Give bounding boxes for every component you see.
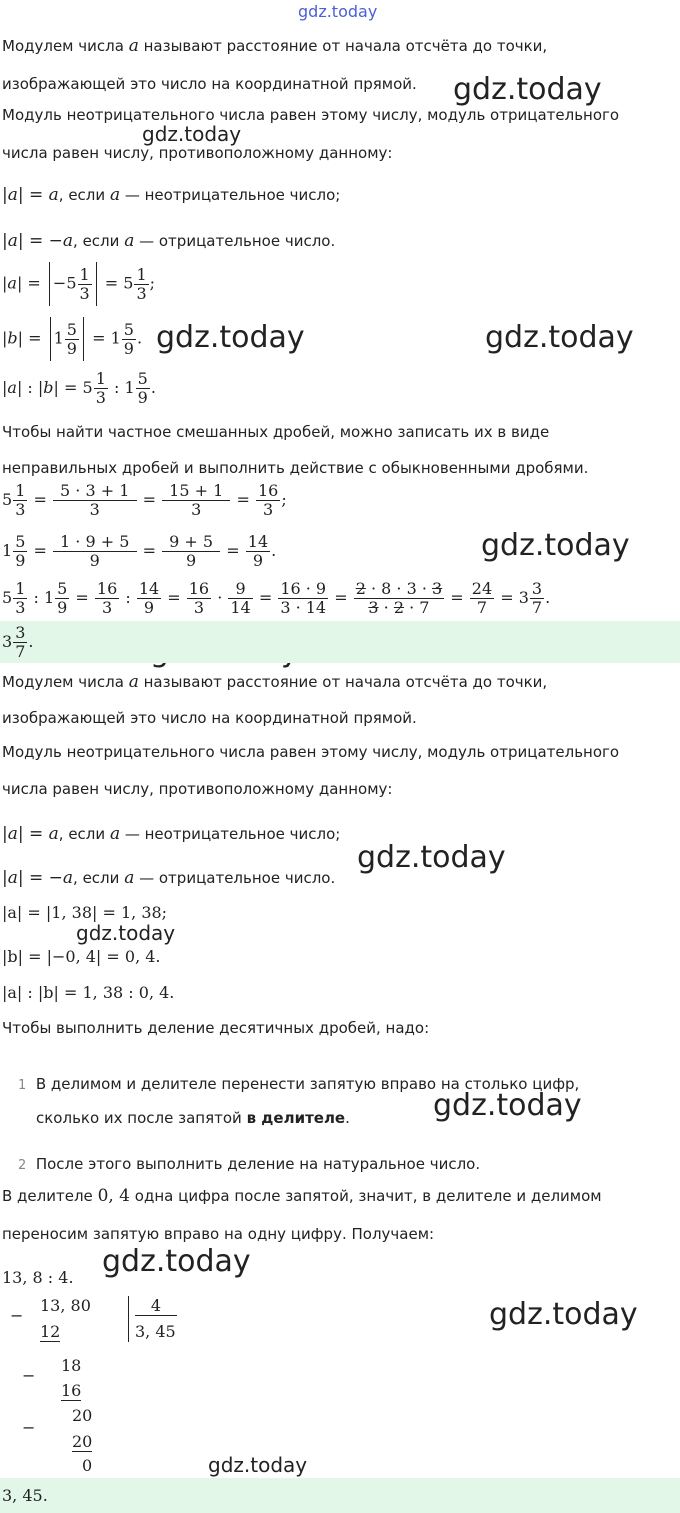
formula-b: |b| = 1 $\frac{5}{9}$ = 1 $\frac{5}{9}$ .: [2, 317, 142, 361]
divisor: 4: [135, 1296, 177, 1316]
long-division: [0, 1292, 240, 1482]
explanation-line: Чтобы выполнить деление десятичных дробей, надо:: [2, 1019, 430, 1037]
list-item: 2 После этого выполнить деление на натуральное число.: [18, 1155, 481, 1173]
watermark: gdz.today: [489, 1297, 638, 1332]
explanation-line: неправильных дробей и выполнить действие с обыкновенными дробями.: [2, 459, 589, 477]
answer-2: 3, 45.: [2, 1486, 48, 1505]
final-remainder: 0: [82, 1456, 93, 1475]
equation: |a| = |1, 38| = 1, 38;: [2, 903, 168, 922]
watermark: gdz.today: [102, 1244, 251, 1279]
subtrahend: 12: [40, 1322, 61, 1341]
list-item-continuation: сколько их после запятой в делителе.: [36, 1109, 350, 1127]
answer-highlight: [0, 621, 680, 663]
watermark: gdz.today: [433, 1088, 582, 1123]
computation: 5 $\frac{1}{3}$ : 1 $\frac{5}{9}$ = $\frac{16}{3}$ : $\frac{14}{9}$ = $\frac{16}{3}$ · $\frac{9}{14}$ = $\frac{16 \cdot 9}{3 \cdot 14}$ = $\frac{2 \cdot 8 \cdot 3 \cdot 3}{3 \cdot 2 \cdot 7}$ = $\frac{24}{7}$ = 3 $\frac{3}{7}$ .: [2, 579, 551, 617]
rule-line: |a| = a, если a — неотрицательное число;: [2, 824, 341, 844]
watermark: gdz.today: [156, 320, 305, 355]
definition-line: числа равен числу, противоположному данному:: [2, 780, 393, 798]
watermark: gdz.today: [357, 840, 506, 875]
conversion-1: 5 $\frac{1}{3}$ = $\frac{5 \cdot 3 + 1}{3}$ = $\frac{15 + 1}{3}$ = $\frac{16}{3}$ ;: [2, 481, 287, 519]
answer-1: 3 $\frac{3}{7}$ .: [2, 623, 34, 661]
explanation-line: Чтобы найти частное смешанных дробей, можно записать их в виде: [2, 423, 550, 441]
division-bracket: [128, 1296, 129, 1342]
definition-line: Модулем числа a называют расстояние от начала отсчёта до точки,: [2, 672, 548, 692]
definition-line: изображающей это число на координатной прямой.: [2, 75, 417, 93]
quotient: 3, 45: [135, 1322, 176, 1341]
watermark: gdz.today: [485, 320, 634, 355]
list-item: 1 В делимом и делителе перенести запятую вправо на столько цифр,: [18, 1075, 580, 1093]
definition-line: Модулем числа a называют расстояние от начала отсчёта до точки,: [2, 36, 548, 56]
subtrahend: 16: [61, 1381, 82, 1400]
minus-sign: −: [22, 1418, 36, 1437]
conversion-2: 1 $\frac{5}{9}$ = $\frac{1 \cdot 9 + 5}{9}$ = $\frac{9 + 5}{9}$ = $\frac{14}{9}$ .: [2, 532, 277, 570]
definition-line: числа равен числу, противоположному данному:: [2, 144, 393, 162]
definition-line: Модуль неотрицательного числа равен этому числу, модуль отрицательного: [2, 106, 620, 124]
formula-ratio: |a| : |b| = 5 $\frac{1}{3}$ : 1 $\frac{5}{9}$ .: [2, 369, 156, 407]
watermark: gdz.today: [142, 122, 242, 146]
subtrahend: 20: [72, 1432, 93, 1451]
definition-line: изображающей это число на координатной прямой.: [2, 709, 417, 727]
minus-sign: −: [10, 1306, 24, 1325]
watermark: gdz.today: [76, 921, 176, 945]
answer-highlight: [0, 1478, 680, 1513]
watermark: gdz.today: [453, 72, 602, 107]
rule-line: |a| = −a, если a — отрицательное число.: [2, 231, 336, 251]
remainder: 20: [72, 1406, 93, 1425]
equation: |a| : |b| = 1, 38 : 0, 4.: [2, 983, 175, 1002]
rule-line: |a| = a, если a — неотрицательное число;: [2, 185, 341, 205]
watermark: gdz.today: [298, 2, 378, 21]
definition-line: Модуль неотрицательного числа равен этому числу, модуль отрицательного: [2, 743, 620, 761]
rule-line: |a| = −a, если a — отрицательное число.: [2, 868, 336, 888]
note-line: переносим запятую вправо на одну цифру. Получаем:: [2, 1225, 435, 1243]
watermark: gdz.today: [208, 1453, 308, 1477]
remainder: 18: [61, 1356, 82, 1375]
minus-sign: −: [22, 1366, 36, 1385]
formula-a: |a| = −5 $\frac{1}{3}$ = 5 $\frac{1}{3}$ ;: [2, 262, 155, 306]
equation: |b| = |−0, 4| = 0, 4.: [2, 947, 161, 966]
note-line: В делителе 0, 4 одна цифра после запятой, значит, в делителе и делимом: [2, 1186, 602, 1206]
division-expression: 13, 8 : 4.: [2, 1268, 74, 1287]
watermark: gdz.today: [481, 528, 630, 563]
dividend: 13, 80: [40, 1296, 91, 1315]
